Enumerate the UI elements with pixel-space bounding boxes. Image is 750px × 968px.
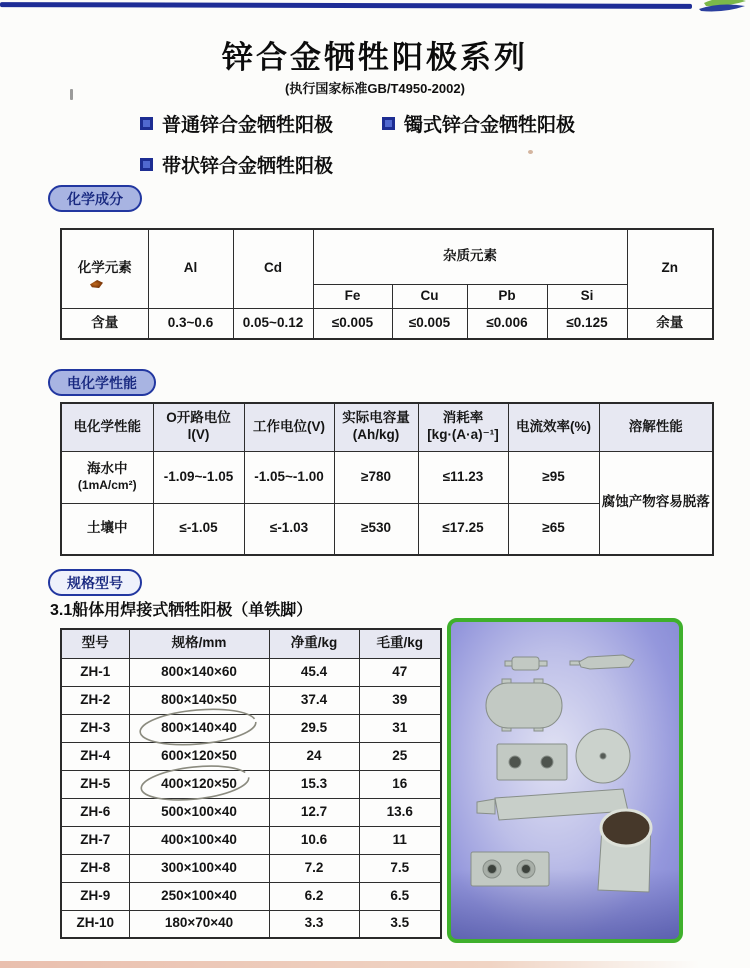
spec-header-gross-weight: 毛重/kg	[359, 629, 441, 658]
chem-corner-cell	[61, 229, 148, 308]
spec-row	[61, 658, 441, 686]
spec-cell-net: 6.2	[269, 882, 359, 910]
product-photo	[447, 618, 683, 943]
spec-cell-size: 800×140×60	[129, 658, 269, 686]
chem-col-al: Al	[148, 229, 233, 308]
spec-cell-gross: 7.5	[359, 854, 441, 882]
elec-value-work: -1.05~-1.00	[244, 451, 334, 503]
table-header-row	[61, 403, 713, 451]
spec-cell-size: 800×140×40	[129, 714, 269, 742]
chem-value-zn: 余量	[627, 308, 713, 339]
anode-block-two-holes-shape	[497, 744, 567, 780]
anode-oval-plate-shape	[486, 679, 562, 731]
spec-cell-size: 400×100×40	[129, 826, 269, 854]
page-subtitle: (执行国家标准GB/T4950-2002)	[285, 81, 465, 96]
spec-cell-net: 12.7	[269, 798, 359, 826]
elec-header-consumption: 消耗率 [kg·(A·a)⁻¹]	[418, 403, 508, 451]
spec-cell-model: ZH-7	[61, 826, 129, 854]
table-row	[61, 451, 713, 503]
env-label: 海水中	[87, 461, 128, 477]
anode-products-illustration	[451, 622, 679, 939]
spec-cell-gross: 3.5	[359, 910, 441, 938]
chem-value-pb: ≤0.006	[467, 308, 547, 339]
chem-value-fe: ≤0.005	[313, 308, 392, 339]
spec-cell-size: 250×100×40	[129, 882, 269, 910]
chem-impurity-header: 杂质元素	[313, 229, 627, 284]
product-item-ordinary	[140, 110, 333, 137]
spec-cell-size: 500×100×40	[129, 798, 269, 826]
spec-cell-net: 7.2	[269, 854, 359, 882]
product-item-label: 普通锌合金牺牲阳极	[162, 115, 334, 136]
elec-value-consumption: ≤17.25	[418, 503, 508, 555]
bullet-square-icon	[382, 117, 395, 130]
scan-artifact-speck	[528, 150, 533, 154]
anode-elongated-shape	[570, 655, 634, 669]
chem-corner-label: 化学元素	[77, 260, 132, 276]
spec-row	[61, 826, 441, 854]
spec-header-model: 型号	[61, 629, 129, 658]
spec-cell-gross: 13.6	[359, 798, 441, 826]
spec-cell-gross: 11	[359, 826, 441, 854]
chem-value-si: ≤0.125	[547, 308, 627, 339]
spec-cell-size: 400×120×50	[129, 770, 269, 798]
electrochemical-table	[60, 402, 714, 556]
elec-row-soil-label: 土壤中	[61, 503, 153, 555]
elec-header-working-potential: 工作电位(V)	[244, 403, 334, 451]
anode-plate-ringed-holes-shape	[471, 852, 549, 886]
spec-row	[61, 882, 441, 910]
spec-cell-size: 600×120×50	[129, 742, 269, 770]
spec-cell-net: 37.4	[269, 686, 359, 714]
scan-edge-strip	[0, 961, 700, 968]
chem-col-zn: Zn	[627, 229, 713, 308]
spec-row	[61, 854, 441, 882]
page-title: 锌合金牺牲阳极系列	[222, 40, 528, 75]
spec-cell-net: 15.3	[269, 770, 359, 798]
chem-row-label: 含量	[61, 308, 148, 339]
spec-row	[61, 686, 441, 714]
bullet-square-icon	[140, 117, 153, 130]
chem-col-cd: Cd	[233, 229, 313, 308]
spec-header-net-weight: 净重/kg	[269, 629, 359, 658]
spec-row	[61, 742, 441, 770]
table-row	[61, 308, 713, 339]
elec-value-capacity: ≥530	[334, 503, 418, 555]
spec-cell-net: 10.6	[269, 826, 359, 854]
spec-row	[61, 714, 441, 742]
elec-value-efficiency: ≥65	[508, 503, 599, 555]
spec-cell-gross: 6.5	[359, 882, 441, 910]
elec-header-efficiency: 电流效率(%)	[508, 403, 599, 451]
top-rule-line	[0, 2, 692, 9]
spec-cell-net: 3.3	[269, 910, 359, 938]
spec-cell-size: 180×70×40	[129, 910, 269, 938]
elec-value-open: -1.09~-1.05	[153, 451, 244, 503]
spec-cell-model: ZH-4	[61, 742, 129, 770]
section-pill-chemical-composition: 化学成分	[48, 185, 142, 212]
spec-cell-model: ZH-8	[61, 854, 129, 882]
spec-cell-model: ZH-3	[61, 714, 129, 742]
spec-cell-gross: 16	[359, 770, 441, 798]
elec-dissolution-cell: 腐蚀产物容易脱落	[599, 451, 713, 555]
spec-header-size: 规格/mm	[129, 629, 269, 658]
specification-table	[60, 628, 442, 939]
chem-value-al: 0.3~0.6	[148, 308, 233, 339]
spec-cell-size: 800×140×50	[129, 686, 269, 714]
chemical-composition-table	[60, 228, 714, 340]
chem-col-fe: Fe	[313, 284, 392, 308]
bullet-square-icon	[140, 158, 153, 171]
anode-disc-shape	[576, 729, 630, 783]
spec-row	[61, 798, 441, 826]
spec-cell-net: 29.5	[269, 714, 359, 742]
spec-cell-gross: 39	[359, 686, 441, 714]
spec-cell-gross: 31	[359, 714, 441, 742]
chem-value-cd: 0.05~0.12	[233, 308, 313, 339]
spec-cell-model: ZH-2	[61, 686, 129, 714]
product-item-bracelet	[382, 110, 575, 137]
elec-value-consumption: ≤11.23	[418, 451, 508, 503]
spec-cell-model: ZH-9	[61, 882, 129, 910]
table-row	[61, 229, 713, 284]
section-pill-electrochemical: 电化学性能	[48, 369, 156, 396]
section-pill-specifications: 规格型号	[48, 569, 142, 596]
elec-header-open-potential: O开路电位l(V)	[153, 403, 244, 451]
spec-subsection-heading: 3.1船体用焊接式牺牲阳极（单铁脚）	[50, 602, 313, 619]
spec-cell-gross: 25	[359, 742, 441, 770]
product-item-label: 带状锌合金牺牲阳极	[162, 156, 334, 177]
chem-col-pb: Pb	[467, 284, 547, 308]
elec-header-name: 电化学性能	[61, 403, 153, 451]
spec-cell-net: 24	[269, 742, 359, 770]
elec-row-seawater-label	[61, 451, 153, 503]
ink-stain-mark	[90, 280, 103, 288]
anode-long-bar-shape	[477, 789, 628, 820]
spec-row	[61, 910, 441, 938]
env-sublabel: (1mA/cm²)	[77, 477, 137, 492]
elec-value-capacity: ≥780	[334, 451, 418, 503]
elec-value-work: ≤-1.03	[244, 503, 334, 555]
spec-cell-model: ZH-5	[61, 770, 129, 798]
chem-col-si: Si	[547, 284, 627, 308]
chem-col-cu: Cu	[392, 284, 467, 308]
elec-header-capacity: 实际电容量 (Ah/kg)	[334, 403, 418, 451]
elec-value-open: ≤-1.05	[153, 503, 244, 555]
product-item-label: 镯式锌合金牺牲阳极	[404, 115, 576, 136]
company-logo-icon	[696, 0, 748, 16]
spec-cell-model: ZH-6	[61, 798, 129, 826]
anode-small-bracket-shape	[505, 657, 547, 670]
elec-value-efficiency: ≥95	[508, 451, 599, 503]
spec-cell-size: 300×100×40	[129, 854, 269, 882]
spec-cell-model: ZH-10	[61, 910, 129, 938]
elec-header-dissolution: 溶解性能	[599, 403, 713, 451]
spec-cell-gross: 47	[359, 658, 441, 686]
product-item-ribbon	[140, 151, 333, 178]
spec-cell-net: 45.4	[269, 658, 359, 686]
anode-cylinder-shape	[598, 810, 651, 892]
table-header-row	[61, 629, 441, 658]
spec-cell-model: ZH-1	[61, 658, 129, 686]
chem-value-cu: ≤0.005	[392, 308, 467, 339]
spec-row	[61, 770, 441, 798]
